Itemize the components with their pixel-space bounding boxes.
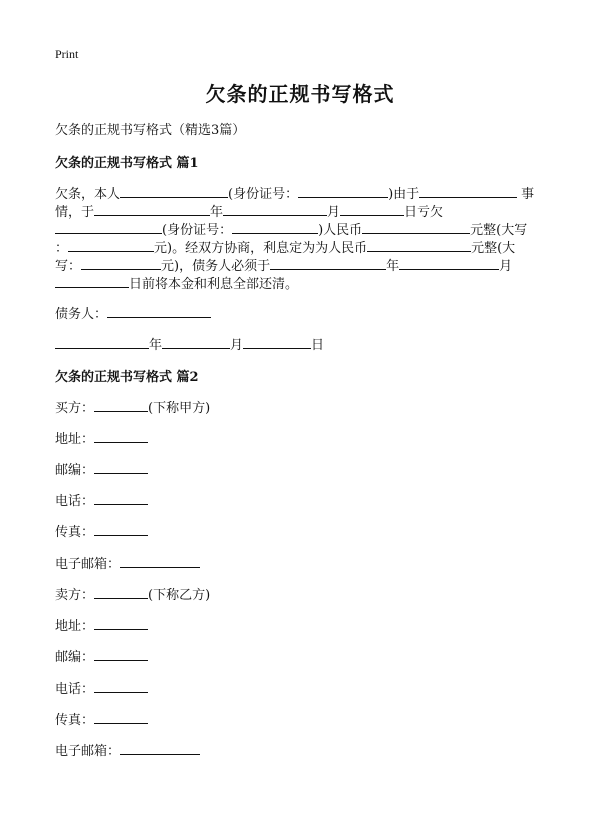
document-subtitle: 欠条的正规书写格式（精选3篇） [55, 123, 246, 138]
seller-blank[interactable] [94, 584, 148, 599]
text: 元)，债务人必须于 [161, 259, 271, 274]
seller-email-blank[interactable] [120, 740, 200, 755]
section-heading-1: 欠条的正规书写格式 篇1 [55, 156, 199, 171]
text: 月 [230, 338, 244, 353]
field-label: 传真： [55, 713, 95, 728]
text: 元)。经双方协商，利息定为为人民币 [154, 241, 368, 256]
text: )人民币 [318, 223, 363, 238]
buyer-fax-blank[interactable] [94, 521, 148, 536]
interest-uppercase-blank[interactable] [81, 255, 161, 270]
reason-blank[interactable] [419, 183, 517, 198]
buyer-postcode-blank[interactable] [94, 459, 148, 474]
creditor-id-blank[interactable] [232, 219, 318, 234]
text: (身份证号： [162, 223, 233, 238]
field-label: 传真： [55, 525, 95, 540]
due-month-blank[interactable] [399, 255, 499, 270]
text: )由于 [388, 187, 420, 202]
buyer-postcode-row [55, 459, 148, 478]
section-heading-2: 欠条的正规书写格式 篇2 [55, 370, 199, 385]
text: 年 [386, 259, 400, 274]
month-blank[interactable] [223, 201, 327, 216]
seller-address-blank[interactable] [94, 615, 148, 630]
seller-fax-blank[interactable] [94, 709, 148, 724]
buyer-fax-row [55, 521, 148, 540]
field-label: 地址： [55, 432, 95, 447]
year-blank[interactable] [94, 201, 210, 216]
buyer-row [55, 397, 210, 416]
page-title: 欠条的正规书写格式 [205, 82, 395, 106]
text: 日亏欠 [404, 205, 444, 220]
buyer-email-blank[interactable] [120, 553, 200, 568]
field-label: 邮编： [55, 650, 95, 665]
due-year-blank[interactable] [270, 255, 386, 270]
text: 月 [499, 259, 513, 274]
creditor-blank[interactable] [55, 219, 162, 234]
text: 情，于 [55, 205, 95, 220]
sign-month-blank[interactable] [162, 334, 230, 349]
seller-postcode-row [55, 646, 148, 665]
seller-phone-row [55, 678, 148, 697]
buyer-phone-row [55, 490, 148, 509]
text: 年 [149, 338, 163, 353]
date-row [55, 334, 324, 353]
seller-fax-row [55, 709, 148, 728]
text: ： [55, 241, 69, 256]
field-label: 电话： [55, 682, 95, 697]
due-day-blank[interactable] [55, 273, 129, 288]
debtor-row [55, 303, 211, 322]
text: 日 [311, 338, 325, 353]
text: 写： [55, 259, 82, 274]
sign-year-blank[interactable] [55, 334, 149, 349]
buyer-phone-blank[interactable] [94, 490, 148, 505]
text: 事 [521, 187, 535, 202]
text: 欠条，本人 [55, 187, 121, 202]
buyer-label: 买方： [55, 401, 95, 416]
name-blank[interactable] [120, 183, 228, 198]
seller-email-row [55, 740, 200, 759]
buyer-blank[interactable] [94, 397, 148, 412]
sign-day-blank[interactable] [243, 334, 311, 349]
paragraph-line-6 [55, 273, 298, 294]
text: (身份证号： [228, 187, 299, 202]
day-blank[interactable] [340, 201, 404, 216]
buyer-address-row [55, 428, 148, 447]
seller-address-row [55, 615, 148, 634]
id-number-blank[interactable] [298, 183, 388, 198]
text: 元整(大写 [470, 223, 528, 238]
text: 元整(大 [471, 241, 516, 256]
amount-blank[interactable] [362, 219, 470, 234]
text: 年 [210, 205, 224, 220]
field-label: 电子邮箱： [55, 557, 121, 572]
debtor-blank[interactable] [107, 303, 211, 318]
text: 月 [327, 205, 341, 220]
field-label: 电话： [55, 494, 95, 509]
buyer-address-blank[interactable] [94, 428, 148, 443]
print-link[interactable]: Print [55, 47, 79, 61]
seller-label: 卖方： [55, 588, 95, 603]
buyer-note: (下称甲方) [148, 401, 211, 416]
field-label: 地址： [55, 619, 95, 634]
amount-uppercase-blank[interactable] [68, 237, 154, 252]
interest-blank[interactable] [367, 237, 471, 252]
seller-note: (下称乙方) [148, 588, 211, 603]
debtor-label: 债务人： [55, 307, 108, 322]
seller-row [55, 584, 210, 603]
seller-phone-blank[interactable] [94, 678, 148, 693]
buyer-email-row [55, 553, 200, 572]
field-label: 邮编： [55, 463, 95, 478]
field-label: 电子邮箱： [55, 744, 121, 759]
seller-postcode-blank[interactable] [94, 646, 148, 661]
text: 日前将本金和利息全部还清。 [129, 277, 299, 292]
